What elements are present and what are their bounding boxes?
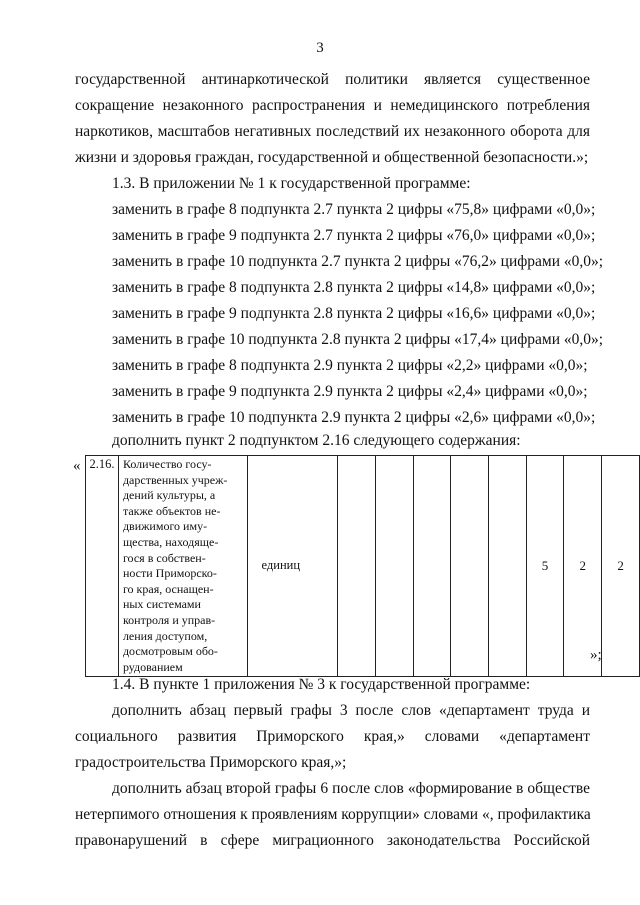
indicator-name-line: досмотровым обо- <box>122 644 218 659</box>
paragraph-line: наркотиков, масштабов негативных последствий их незаконного оборота для <box>75 123 590 140</box>
paragraph-line: жизни и здоровья граждан, государственной и общественной безопасности.»; <box>75 149 589 166</box>
indicator-name-line: ных системами <box>122 597 201 612</box>
indicator-name-line: щества, находяще- <box>122 534 219 549</box>
indicator-name-line: рудованием <box>122 659 183 674</box>
add-point-text: дополнить пункт 2 подпунктом 2.16 следующего содержания: <box>112 432 521 449</box>
indicator-name-line: Количество госу- <box>122 457 212 471</box>
quote-close: »; <box>590 647 602 663</box>
paragraph-line: дополнить абзац первый графы 3 после слов «департамент труда и <box>112 702 590 719</box>
table-value-cell <box>451 456 489 677</box>
replacement-item: заменить в графе 10 подпункта 2.7 пункта 2 цифры «76,2» цифрами «0,0»; <box>112 253 604 270</box>
table-value-cell: 2 <box>564 456 602 677</box>
replacement-item: заменить в графе 10 подпункта 2.9 пункта 2 цифры «2,6» цифрами «0,0»; <box>112 409 596 426</box>
paragraph-line: нетерпимого отношения к проявлениям коррупции» словами «, профилактика <box>75 806 591 823</box>
table-value-cell: 2 <box>602 456 640 677</box>
table-value-cell: 5 <box>526 456 564 677</box>
indicator-name-line: го края, оснащен- <box>122 581 214 596</box>
inserted-table <box>85 455 640 677</box>
replacement-item: заменить в графе 9 подпункта 2.8 пункта 2 цифры «16,6» цифрами «0,0»; <box>112 305 596 322</box>
paragraph-line: государственной антинаркотической политики является существенное <box>75 71 590 88</box>
paragraph-line: градостроительства Приморского края,»; <box>75 754 347 771</box>
indicator-name-line: дарственных учреж- <box>122 472 228 487</box>
indicator-name-line: гося в собствен- <box>122 550 206 565</box>
table-indicator-name <box>118 456 247 677</box>
table-value-cell <box>338 456 376 677</box>
paragraph-line: социального развития Приморского края,» словами «департамент <box>75 728 590 745</box>
table-value-cell <box>413 456 451 677</box>
table-unit: единиц <box>247 456 338 677</box>
replacement-item: заменить в графе 8 подпункта 2.9 пункта 2 цифры «2,2» цифрами «0,0»; <box>112 357 588 374</box>
indicator-name-line: движимого иму- <box>122 519 208 534</box>
table-row-number: 2.16. <box>86 456 119 677</box>
page-number: 3 <box>316 40 324 56</box>
indicator-name-line: ления доступом, <box>122 628 208 643</box>
section-heading-1-4: 1.4. В пункте 1 приложения № 3 к государственной программе: <box>112 676 531 693</box>
indicator-name-line: ности Приморско- <box>122 566 217 581</box>
indicator-name-line: контроля и управ- <box>122 612 216 627</box>
paragraph-line: сокращение незаконного распространения и немедицинского потребления <box>75 97 590 114</box>
table-value-cell <box>375 456 413 677</box>
indicator-name-line: также объектов не- <box>122 503 221 518</box>
section-heading-1-3: 1.3. В приложении № 1 к государственной программе: <box>112 175 471 192</box>
quote-open: « <box>73 458 81 474</box>
replacement-item: заменить в графе 8 подпункта 2.8 пункта 2 цифры «14,8» цифрами «0,0»; <box>112 279 596 296</box>
table-value-cell <box>488 456 526 677</box>
paragraph-line: правонарушений в сфере миграционного законодательства Российской <box>75 832 590 849</box>
replacement-item: заменить в графе 10 подпункта 2.8 пункта 2 цифры «17,4» цифрами «0,0»; <box>112 331 604 348</box>
paragraph-line: дополнить абзац второй графы 6 после слов «формирование в обществе <box>112 780 590 797</box>
indicator-name-line: дений культуры, а <box>122 488 216 503</box>
replacement-item: заменить в графе 9 подпункта 2.9 пункта 2 цифры «2,4» цифрами «0,0»; <box>112 383 588 400</box>
replacement-item: заменить в графе 8 подпункта 2.7 пункта 2 цифры «75,8» цифрами «0,0»; <box>112 201 596 218</box>
replacement-item: заменить в графе 9 подпункта 2.7 пункта 2 цифры «76,0» цифрами «0,0»; <box>112 227 596 244</box>
